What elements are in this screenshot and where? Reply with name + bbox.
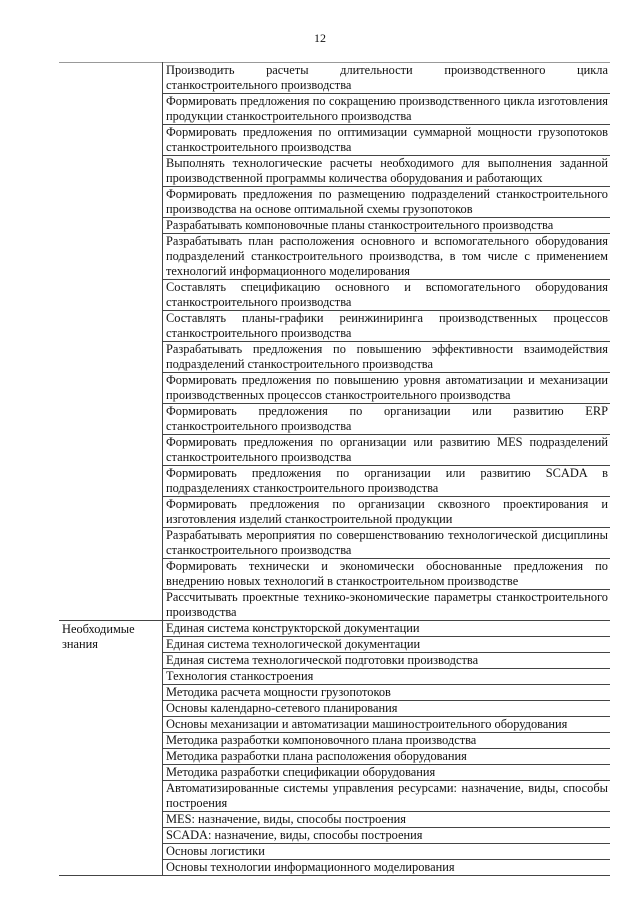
table-cell-item: Основы логистики [163, 844, 611, 860]
table-cell-item: Методика расчета мощности грузопотоков [163, 685, 611, 701]
table-cell-item: Составлять планы-графики реинжиниринга производственных процессов станкостроительного производства [163, 311, 611, 342]
table-cell-item: Единая система технологической документации [163, 637, 611, 653]
table-cell-item: Единая система технологической подготовки производства [163, 653, 611, 669]
table-cell-item: Методика разработки спецификации оборудования [163, 765, 611, 781]
table-cell-item: Единая система конструкторской документации [163, 621, 611, 637]
table-cell-item: Основы технологии информационного моделирования [163, 860, 611, 876]
table-body [59, 63, 610, 876]
table-cell-item: Формировать предложения по оптимизации суммарной мощности грузопотоков станкостроительного производства [163, 125, 611, 156]
table-cell-item: Рассчитывать проектные технико-экономические параметры станкостроительного производства [163, 590, 611, 621]
table-cell-item: Формировать технически и экономически обоснованные предложения по внедрению новых технологий в станкостроительном производстве [163, 559, 611, 590]
table-cell-item: Производить расчеты длительности производственного цикла станкостроительного производства [163, 63, 611, 94]
table-cell-item: Формировать предложения по сокращению производственного цикла изготовления продукции станкостроительного производства [163, 94, 611, 125]
section-label [59, 63, 163, 621]
table-cell-item: Разрабатывать компоновочные планы станкостроительного производства [163, 218, 611, 234]
page-number: 12 [314, 31, 326, 45]
table-cell-item: Формировать предложения по организации сквозного проектирования и изготовления изделий станкостроительной продукции [163, 497, 611, 528]
table-row [59, 63, 610, 94]
section-label: Необходимые знания [59, 621, 163, 876]
table-cell-item: Методика разработки плана расположения оборудования [163, 749, 611, 765]
table-cell-item: Разрабатывать предложения по повышению эффективности взаимодействия подразделений станкостроительного производства [163, 342, 611, 373]
table-cell-item: Выполнять технологические расчеты необходимого для выполнения заданной производственной программы количества оборудования и работающих [163, 156, 611, 187]
table-row [59, 621, 610, 637]
table-cell-item: Автоматизированные системы управления ресурсами: назначение, виды, способы построения [163, 781, 611, 812]
table-cell-item: Формировать предложения по организации или развитию MES подразделений станкостроительного производства [163, 435, 611, 466]
table-cell-item: MES: назначение, виды, способы построения [163, 812, 611, 828]
requirements-table [59, 62, 610, 876]
table-cell-item: Формировать предложения по размещению подразделений станкостроительного производства на основе оптимальной схемы грузопотоков [163, 187, 611, 218]
table-cell-item: Разрабатывать мероприятия по совершенствованию технологической дисциплины станкостроительного производства [163, 528, 611, 559]
table-cell-item: Основы календарно-сетевого планирования [163, 701, 611, 717]
table-cell-item: Составлять спецификацию основного и вспомогательного оборудования станкостроительного производства [163, 280, 611, 311]
table-cell-item: Формировать предложения по организации или развитию SCADA в подразделениях станкостроительного производства [163, 466, 611, 497]
table-cell-item: Основы механизации и автоматизации машиностроительного оборудования [163, 717, 611, 733]
table-cell-item: Технология станкостроения [163, 669, 611, 685]
table-cell-item: Методика разработки компоновочного плана производства [163, 733, 611, 749]
table-cell-item: Разрабатывать план расположения основного и вспомогательного оборудования подразделений станкостроительного производства, в том числе с применением технологий информационного моделирования [163, 234, 611, 280]
table-cell-item: SCADA: назначение, виды, способы построения [163, 828, 611, 844]
table-cell-item: Формировать предложения по повышению уровня автоматизации и механизации производственных процессов станкостроительного производства [163, 373, 611, 404]
table-cell-item: Формировать предложения по организации или развитию ERP станкостроительного производства [163, 404, 611, 435]
